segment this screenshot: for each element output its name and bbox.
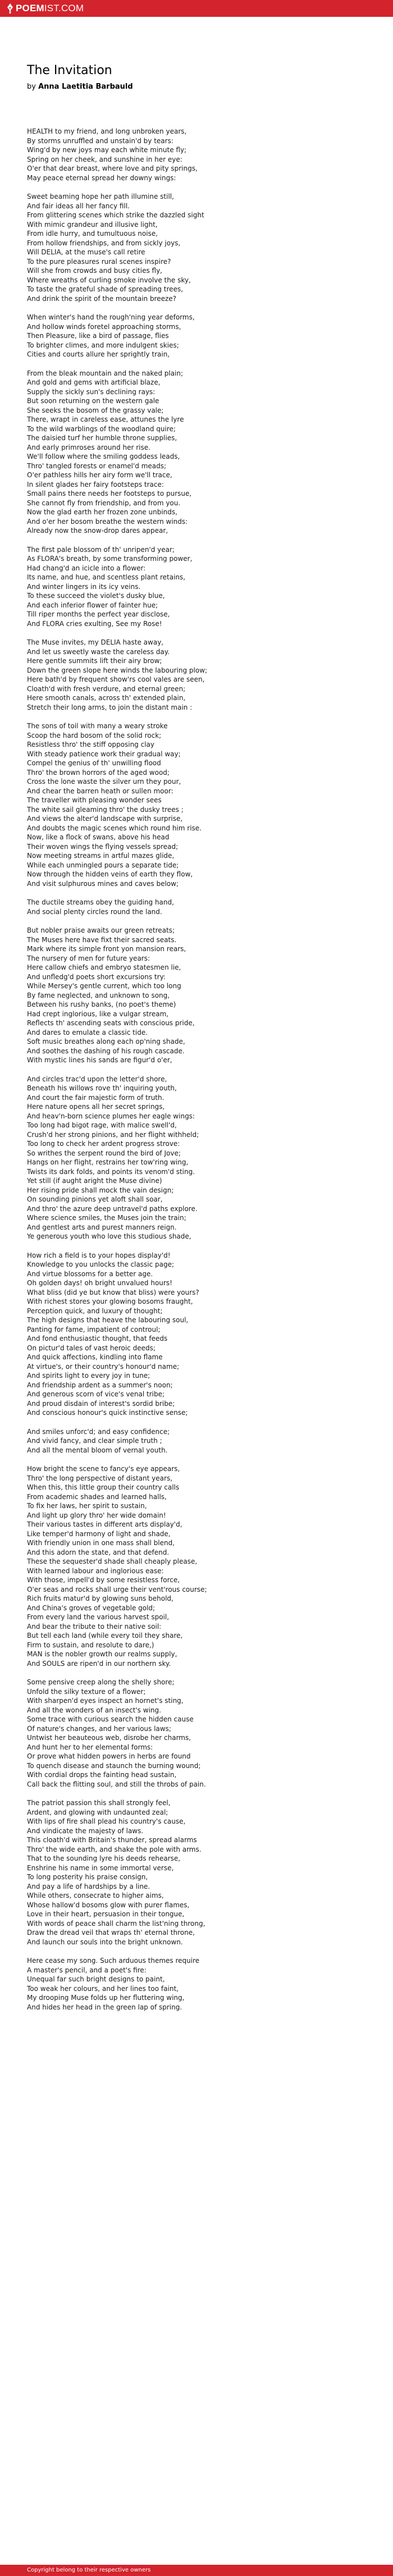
site-footer [0, 2565, 393, 2576]
poem-line: To fix her laws, her spirit to sustain, [27, 1502, 147, 1510]
poem-stanza [27, 313, 364, 359]
poem-line: Sweet beaming hope her path illumine still, [27, 193, 174, 200]
poem-line: Thro' tangled forests or enamel'd meads; [27, 462, 167, 470]
poem-line: Thro' the long perspective of distant years, [27, 1474, 173, 1482]
poem-line: Supply the sickly sun's declining rays: [27, 387, 156, 396]
poem-stanza [27, 369, 364, 536]
poem-line: By fame neglected, and unknown to song, [27, 991, 170, 999]
poem-line: At virtue's, or their country's honour'd name; [27, 1362, 180, 1371]
poem-line: Ye generous youth who love this studious shade, [27, 1232, 191, 1240]
poem-line: And conscious honour's quick instinctive sense; [27, 1409, 188, 1417]
poem-line: Too weak her colours, and her lines too faint, [27, 1984, 179, 1993]
poem-stanza [27, 545, 364, 629]
poem-line: When winter's hand the rough'ning year deforms, [27, 313, 195, 321]
poem-line: From the bleak mountain and the naked plain; [27, 369, 184, 377]
site-logo[interactable] [7, 3, 84, 14]
poem-line: And each inferior flower of fainter hue; [27, 601, 158, 609]
poem-line: The daisied turf her humble throne supplies, [27, 434, 177, 442]
poem-line: Cross the lone waste the silver urn they pour, [27, 778, 181, 785]
poem-line: MAN is the nobler growth our realms supply, [27, 1650, 177, 1658]
poem-line: With learned labour and inglorious ease: [27, 1566, 164, 1575]
poem-line: And vivid fancy, and clear simple truth ; [27, 1437, 162, 1445]
poem-line: Knowledge to you unlocks the classic page; [27, 1260, 175, 1268]
poem-line: Some trace with curious search the hidden cause [27, 1715, 194, 1723]
poem-line: And this adorn the state, and that defend. [27, 1548, 170, 1556]
poem-line: And spirits light to every joy in tune; [27, 1372, 150, 1380]
poem-line: Where wreaths of curling smoke involve the sky, [27, 276, 191, 284]
poem-line: And early primroses around her rise. [27, 443, 150, 451]
poem-line: Their woven wings the flying vessels spread; [27, 842, 179, 851]
poem-stanza [27, 926, 364, 1065]
poem-line: With mystic lines his sands are figur'd o'er, [27, 1056, 172, 1064]
poem-line: To these succeed the violet's dusky blue, [27, 592, 165, 600]
poem-line: Of nature's changes, and her various laws; [27, 1724, 171, 1733]
poem-line: Perception quick, and luxury of thought; [27, 1307, 163, 1315]
poem-line: Cities and courts allure her sprightly train, [27, 350, 170, 358]
poem-line: My drooping Muse folds up her fluttering wing, [27, 1994, 185, 2002]
poem-line: Soft music breathes along each op'ning shade, [27, 1038, 185, 1045]
poem-line: From glittering scenes which strike the dazzled sight [27, 211, 204, 219]
poem-line: Now meeting streams in artful mazes glide, [27, 852, 175, 860]
poem-line: Then Pleasure, like a bird of passage, flies [27, 332, 169, 340]
poem-line: Here bath'd by frequent show'rs cool vales are seen, [27, 675, 205, 683]
poem-line: And generous scorn of vice's venal tribe; [27, 1390, 165, 1398]
poem-line: Yet still (if aught aright the Muse divine) [27, 1177, 162, 1185]
poem-stanza [27, 1427, 364, 1455]
poem-line: And social plenty circles round the land. [27, 907, 162, 916]
poem-title: The Invitation [27, 63, 112, 77]
poem-line: And fond enthusiastic thought, that feeds [27, 1335, 168, 1342]
poem-line: Hangs on her flight, restrains her tow'ring wing, [27, 1158, 189, 1166]
poem-line: May peace eternal spread her downy wings: [27, 173, 176, 182]
poem-line: From idle hurry, and tumultuous noise, [27, 230, 158, 237]
poem-line: And fair ideas all her fancy fill. [27, 202, 130, 210]
poem-line: Panting for fame, impatient of controul; [27, 1325, 161, 1333]
poem-line: Here nature opens all her secret springs, [27, 1103, 165, 1111]
poem-stanza [27, 1075, 364, 1241]
poem-line: Or prove what hidden powers in herbs are found [27, 1752, 191, 1760]
logo-light-text: IST.COM [44, 3, 84, 13]
poem-line: And vindicate the majesty of laws. [27, 1826, 144, 1835]
poem-line: Call back the flitting soul, and still the throbs of pain. [27, 1780, 206, 1788]
poem-line: But tell each land (while every toil they share, [27, 1632, 183, 1639]
poem-line: Will she from crowds and busy cities fly, [27, 267, 162, 275]
poem-line: Resistless thro' the stiff opposing clay [27, 741, 155, 748]
poem-line: And proud disdain of interest's sordid bribe; [27, 1399, 175, 1408]
poem-line: And circles trac'd upon the letter'd shore, [27, 1075, 167, 1083]
poem-line: Here cease my song. Such arduous themes require [27, 1957, 200, 1965]
poem-line: Where science smiles, the Muses join the train; [27, 1214, 186, 1222]
poem-line: Oh golden days! oh bright unvalued hours! [27, 1279, 172, 1287]
poem-line: And gold and gems with artificial blaze, [27, 378, 161, 386]
poem-line: And hides her head in the green lap of spring. [27, 2003, 182, 2011]
poem-line: She seeks the bosom of the grassy vale; [27, 406, 164, 414]
poem-line: While Mersey's gentle current, which too long [27, 982, 181, 990]
poem-line: Enshrine his name in some immortal verse, [27, 1864, 174, 1872]
site-header [0, 0, 393, 17]
poem-line: These the sequester'd shade shall cheaply please, [27, 1558, 198, 1565]
poem-line: And light up glory thro' her wide domain! [27, 1511, 166, 1519]
poem-byline [27, 82, 364, 92]
poem-line: To the pure pleasures rural scenes inspire? [27, 257, 171, 266]
poem-line: While others, consecrate to higher aims, [27, 1892, 164, 1899]
poem-line: And o'er her bosom breathe the western winds: [27, 517, 188, 526]
poem-line: With richest stores your glowing bosoms fraught, [27, 1298, 193, 1305]
poem-line: Too long had bigot rage, with malice swell'd, [27, 1121, 177, 1129]
poem-line: Here smooth canals, across th' extended plain, [27, 694, 186, 702]
poem-line: To taste the grateful shade of spreading trees, [27, 285, 184, 293]
poem-stanza [27, 1956, 364, 2012]
poem-line: From academic shades and learned halls, [27, 1492, 167, 1501]
poem-line: The first pale blossom of th' unripen'd year; [27, 545, 175, 554]
poem-line: And let us sweetly waste the careless day. [27, 647, 170, 656]
poem-line: But soon returning on the western gale [27, 397, 159, 405]
poem-line: How bright the scene to fancy's eye appears, [27, 1465, 180, 1473]
poem-line: So writhes the serpent round the bird of Jove; [27, 1149, 181, 1157]
poem-line: Whose hallow'd bosoms glow with purer flames, [27, 1901, 190, 1909]
poem-line: O'er seas and rocks shall urge their vent'rous course; [27, 1585, 207, 1593]
poem-body [27, 127, 364, 2012]
poem-line: With sharpen'd eyes inspect an hornet's sting, [27, 1697, 184, 1705]
poem-line: And friendship ardent as a summer's noon; [27, 1381, 173, 1389]
poem-line: Firm to sustain, and resolute to dare,) [27, 1641, 154, 1649]
poem-article [27, 63, 364, 2021]
poem-line: The traveller with pleasing wonder sees [27, 796, 162, 804]
poem-line: Small pains there needs her footsteps to pursue, [27, 490, 192, 497]
poem-line: And views the alter'd landscape with surprise, [27, 815, 183, 823]
poem-stanza [27, 1798, 364, 1947]
poem-line: And hunt her to her elemental forms: [27, 1743, 153, 1751]
poem-line: How rich a field is to your hopes display'd! [27, 1251, 171, 1259]
poem-line: And visit sulphurous mines and caves below; [27, 879, 179, 888]
poem-line: To brighter climes, and more indulgent skies; [27, 341, 179, 349]
poem-line: Her rising pride shall mock the vain design; [27, 1186, 174, 1194]
poem-line: Like temper'd harmony of light and shade, [27, 1529, 171, 1538]
poem-line: That to the sounding lyre his deeds rehearse, [27, 1855, 181, 1862]
copyright-text: Copyright belong to their respective owners [27, 2567, 151, 2573]
poem-line: With friendly union in one mass shall blend, [27, 1539, 175, 1547]
poem-line: And virtue blossoms for a better age. [27, 1269, 153, 1278]
poem-line: Stretch their long arms, to join the distant main : [27, 703, 193, 711]
poem-line: And all the wonders of an insect's wing. [27, 1706, 161, 1714]
poem-line: Thro' the wide earth, and shake the pole with arms. [27, 1845, 202, 1853]
poem-line: The nursery of men for future years: [27, 954, 150, 962]
poem-line: Now, like a flock of swans, above his head [27, 833, 170, 841]
poem-line: This cloath'd with Britain's thunder, spread alarms [27, 1836, 197, 1844]
poem-line: To long posterity his praise consign, [27, 1873, 148, 1881]
poem-line: And FLORA cries exulting, See my Rose! [27, 619, 162, 628]
poem-line: Down the green slope here winds the labouring plow; [27, 666, 208, 674]
poem-line: A master's pencil, and a poet's fire: [27, 1966, 147, 1974]
poem-line: And bear the tribute to their native soil: [27, 1622, 162, 1630]
poem-line: And court the fair majestic form of truth. [27, 1093, 164, 1102]
poem-stanza [27, 1678, 364, 1789]
poem-line: Already now the snow-drop dares appear, [27, 527, 168, 535]
poem-line: Spring on her cheek, and sunshine in her eye: [27, 155, 182, 163]
poem-line: Here gentle summits lift their airy brow; [27, 657, 162, 665]
poem-line: When this, this little group their country calls [27, 1483, 180, 1491]
poem-line: And dares to emulate a classic tide. [27, 1028, 148, 1036]
poem-line: And smiles unforc'd; and easy confidence; [27, 1427, 170, 1436]
poem-line: The patriot passion this shall strongly feel, [27, 1799, 171, 1807]
poem-line: Here callow chiefs and embryo statesmen lie, [27, 963, 181, 971]
poem-line: And hollow winds foretel approaching storms, [27, 322, 181, 331]
poem-line: Unequal far such bright designs to paint, [27, 1975, 165, 1983]
poem-line: To the wild warblings of the woodland quire; [27, 424, 176, 433]
poem-line: Cloath'd with fresh verdure, and eternal green; [27, 684, 186, 693]
poem-line: The white sail gleaming thro' the dusky trees ; [27, 805, 184, 814]
poem-line: The Muses here have fixt their sacred seats. [27, 935, 177, 944]
logo-bold-text: POEM [16, 3, 44, 13]
poem-line: Compel the genius of th' unwilling flood [27, 759, 161, 767]
author-link[interactable]: Anna Laetitia Barbauld [38, 83, 133, 91]
poem-line: Between his rushy banks, (no poet's theme) [27, 1001, 176, 1008]
poem-line: We'll follow where the smiling goddess leads, [27, 453, 180, 460]
poem-line: And drink the spirit of the mountain breeze? [27, 294, 177, 303]
poem-line: There, wrapt in careless ease, attunes the lyre [27, 415, 184, 423]
poem-line: With words of peace shall charm the list'ning throng, [27, 1919, 205, 1928]
poem-line: Untwist her beauteous web, disrobe her charms, [27, 1734, 191, 1742]
poem-line: And quick affections, kindling into flame [27, 1353, 163, 1361]
poem-line: On sounding pinions yet aloft shall soar, [27, 1195, 163, 1203]
poem-line: Wing'd by new joys may each white minute fly; [27, 146, 187, 154]
poem-line: On pictur'd tales of vast heroic deeds; [27, 1344, 156, 1352]
poem-stanza [27, 127, 364, 182]
poem-line: Rich fruits matur'd by glowing suns behold, [27, 1595, 173, 1602]
poem-line: The high designs that heave the labouring soul, [27, 1316, 189, 1324]
poem-line: Unfold the silky texture of a flower; [27, 1687, 146, 1696]
poem-line: But nobler praise awaits our green retreats; [27, 926, 175, 934]
poem-line: Some pensive creep along the shelly shore; [27, 1678, 175, 1686]
poem-line: Scoop the hard bosom of the solid rock; [27, 731, 162, 739]
poem-stanza [27, 192, 364, 303]
poem-line: As FLORA's breath, by some transforming power, [27, 555, 193, 563]
poem-stanza [27, 1251, 364, 1418]
poem-line: Had chang'd an icicle into a flower: [27, 564, 146, 572]
poem-line: Now the glad earth her frozen zone unbinds, [27, 508, 177, 516]
poem-line: By storms unruffled and unstain'd by tears: [27, 136, 173, 145]
poem-line: O'er that dear breast, where love and pity springs, [27, 165, 198, 172]
poem-line: And pay a life of hardships by a line. [27, 1882, 150, 1890]
poem-line: While each unmingled pours a separate tide; [27, 861, 179, 869]
poem-line: Ardent, and glowing with undaunted zeal; [27, 1808, 168, 1816]
poem-line: With mimic grandeur and illusive light, [27, 220, 158, 229]
poem-line: And chear the barren heath or sullen moor: [27, 787, 173, 795]
poem-line: And all the mental bloom of vernal youth. [27, 1446, 168, 1454]
poem-line: And thro' the azure deep untravel'd paths explore. [27, 1204, 198, 1213]
poem-stanza [27, 721, 364, 888]
poem-line: And SOULS are ripen'd in our northern sky. [27, 1659, 171, 1668]
poem-line: Its name, and hue, and scentless plant retains, [27, 573, 186, 581]
poem-line: HEALTH to my friend, and long unbroken years, [27, 127, 187, 135]
poem-line: With steady patience work their gradual way; [27, 750, 181, 758]
poem-line: And doubts the magic scenes which round him rise. [27, 824, 202, 832]
poem-stanza [27, 1464, 364, 1668]
site-logo-text [16, 3, 84, 14]
poem-line: And winter lingers in its icy veins. [27, 582, 141, 591]
poem-line: To quench disease and staunch the burning wound; [27, 1761, 201, 1770]
poem-line: And heav'n-born science plumes her eagle wings: [27, 1112, 195, 1120]
poem-stanza [27, 638, 364, 712]
poem-line: And soothes the dashing of his rough cascade. [27, 1047, 185, 1055]
poem-line: Will DELIA, at the muse's call retire [27, 248, 145, 256]
poem-line: From every land the various harvest spoil, [27, 1613, 170, 1621]
pen-nib-icon [7, 3, 13, 13]
poem-line: And China's groves of vegetable gold; [27, 1604, 156, 1612]
poem-line: With lips of fire shall plead his country's cause, [27, 1817, 186, 1825]
poem-line: Mark where its simple front yon mansion rears, [27, 945, 186, 953]
poem-line: Crush'd her strong pinions, and her flight withheld; [27, 1130, 199, 1139]
poem-line: And launch our souls into the bright unknown. [27, 1938, 183, 1946]
poem-line: What bliss (did ye but know that bliss) were yours? [27, 1288, 199, 1296]
poem-line: And gentlest arts and purest manners reign. [27, 1223, 177, 1231]
poem-line: Now through the hidden veins of earth they flow, [27, 870, 193, 878]
poem-line: The Muse invites, my DELIA haste away, [27, 638, 164, 646]
poem-line: The ductile streams obey the guiding hand, [27, 898, 174, 906]
poem-line: With cordial drops the fainting head sustain, [27, 1771, 177, 1779]
poem-line: Their various tastes in different arts display'd, [27, 1520, 182, 1528]
poem-stanza [27, 898, 364, 916]
poem-line: She cannot fly from friendship, and from you. [27, 499, 181, 507]
poem-line: Too long to check her ardent progress strove: [27, 1140, 180, 1148]
poem-line: O'er pathless hills her airy form we'll trace, [27, 471, 172, 479]
poem-line: In silent glades her fairy footsteps trace: [27, 480, 164, 488]
poem-line: Thro' the brown horrors of the aged wood; [27, 768, 170, 777]
poem-line: From hollow friendships, and from sickly joys, [27, 239, 181, 247]
poem-line: The sons of toil with many a weary stroke [27, 722, 168, 730]
poem-line: Had crept inglorious, like a vulgar stream, [27, 1010, 169, 1018]
poem-line: Beneath his willows rove th' inquiring youth, [27, 1084, 177, 1092]
poem-line: Draw the dread veil that wraps th' eternal throne, [27, 1929, 195, 1936]
poem-line: Reflects th' ascending seats with conscious pride, [27, 1019, 195, 1027]
byline-prefix: by [27, 83, 36, 91]
poem-line: Till riper months the perfect year disclose, [27, 610, 170, 618]
poem-line: Love in their heart, persuasion in their tongue, [27, 1910, 185, 1918]
poem-line: With those, impell'd by some resistless force, [27, 1576, 180, 1584]
poem-line: And unfledg'd poets short excursions try: [27, 972, 166, 981]
poem-line: Twists its dark folds, and points its venom'd sting. [27, 1167, 195, 1176]
